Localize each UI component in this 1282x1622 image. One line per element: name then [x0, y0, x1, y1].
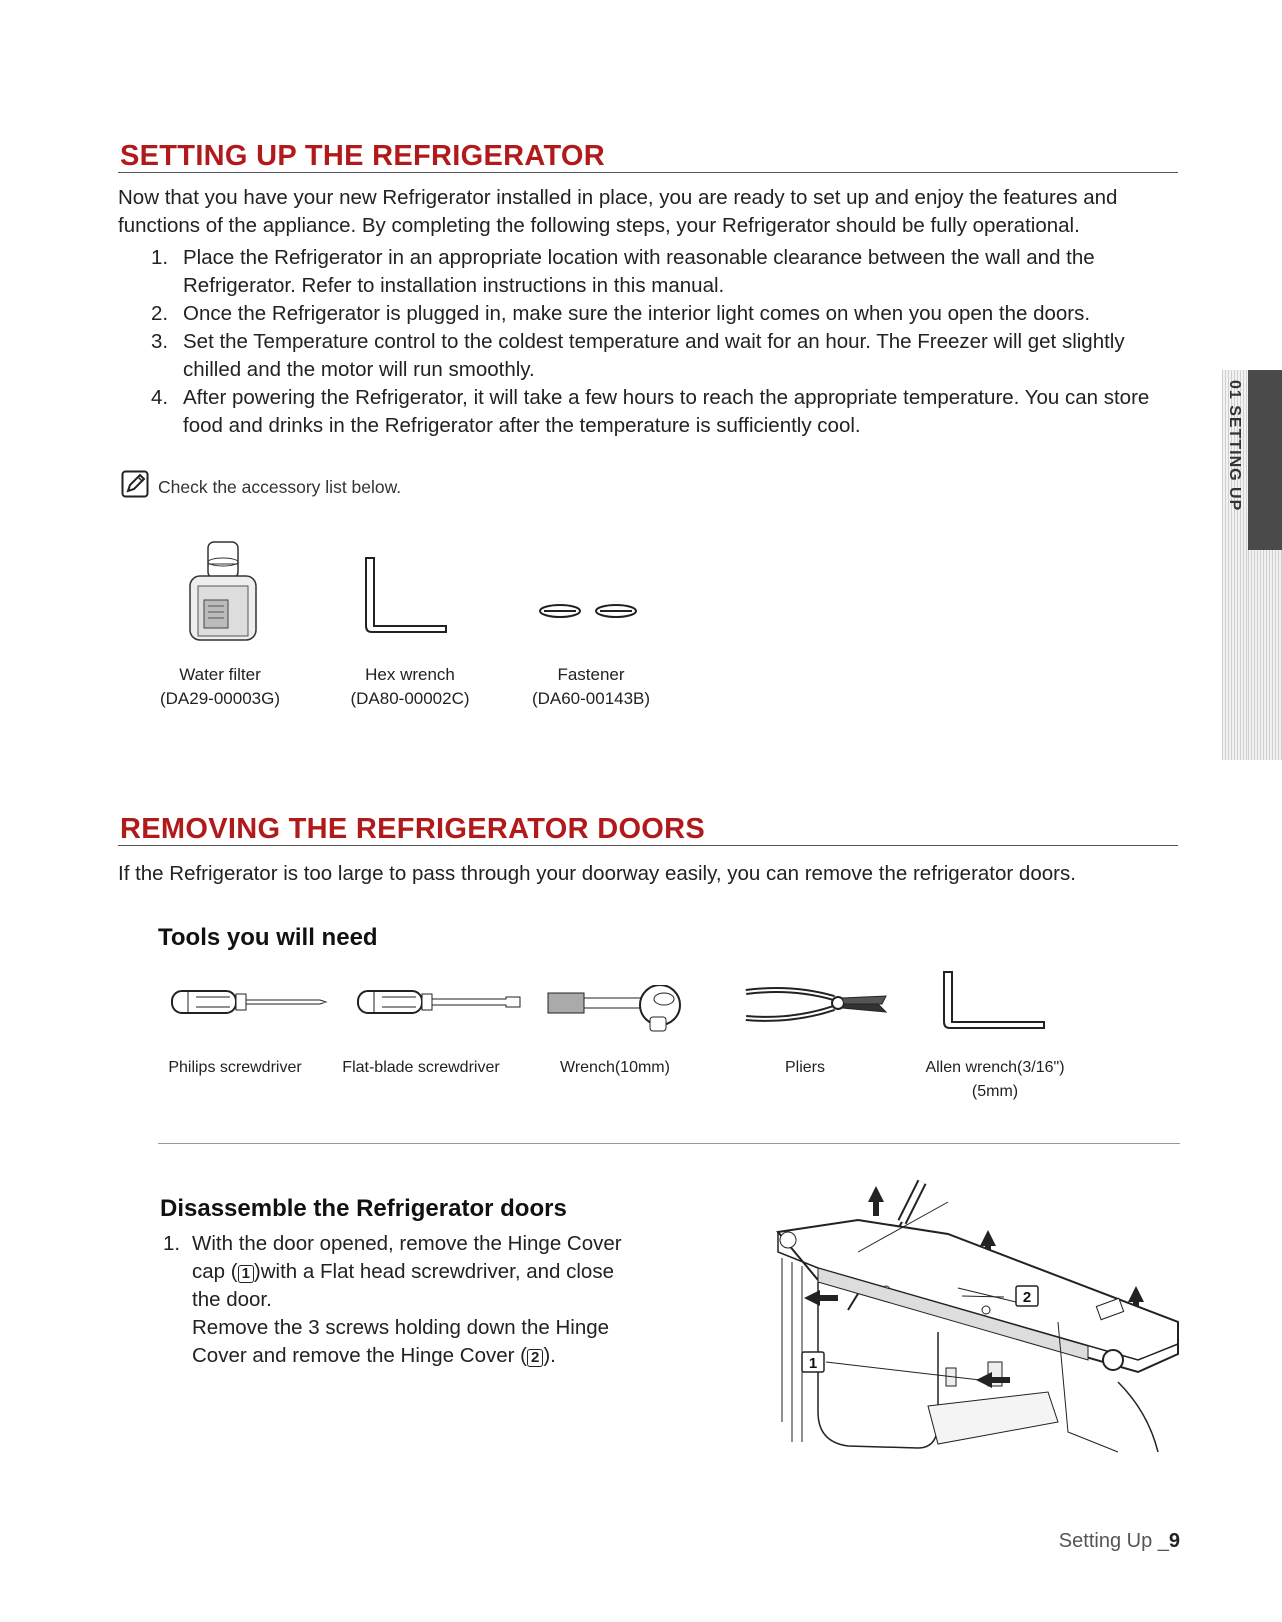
accessory-note: Check the accessory list below.: [158, 477, 402, 497]
left-arrow-icon: [804, 1290, 838, 1306]
doors-intro: If the Refrigerator is too large to pass through your doorway easily, you can remove the refrigerator doors.: [118, 862, 1076, 885]
setup-step: 3. Set the Temperature control to the coldest temperature and wait for an hour. The Freezer will get slightly chilled and the motor will run smoothly.: [151, 330, 1125, 381]
callout-ref-2: 2: [527, 1349, 543, 1367]
tools-heading: Tools you will need: [158, 924, 378, 951]
wrench-icon: [546, 985, 686, 1035]
disassemble-heading: Disassemble the Refrigerator doors: [160, 1195, 567, 1222]
philips-screwdriver-icon: [170, 985, 330, 1021]
tab-hatch-lower: [1248, 550, 1282, 760]
accessory-code: (DA80-00002C): [350, 689, 470, 708]
title-rule: [118, 845, 1178, 846]
disassemble-step-num: 1.: [163, 1232, 181, 1255]
section-title-removing-doors: REMOVING THE REFRIGERATOR DOORS: [120, 813, 706, 845]
footer-label: Setting Up _: [1058, 1530, 1169, 1552]
tab-active-marker: [1248, 370, 1282, 550]
callout-2-label: 2: [1022, 1289, 1032, 1306]
disassemble-step-text: With the door opened, remove the Hinge Cover cap ( 1 )with a Flat head screwdriver, and close the door. Remove the 3 screws holding down the Hinge Cover and remove the Hinge Cover ( 2 ).: [192, 1232, 622, 1367]
tool-label: Wrench(10mm): [560, 1059, 670, 1076]
page-number: 9: [1168, 1530, 1180, 1552]
setup-step: 4. After powering the Refrigerator, it will take a few hours to reach the appropriate temperature. You can store food and drinks in the Refrigerator after the temperature is sufficiently cool.: [151, 386, 1150, 437]
setup-step: 1. Place the Refrigerator in an appropriate location with reasonable clearance between the wall and the Refrigerator. Refer to installation instructions in this manual.: [151, 246, 1095, 297]
note-icon: [121, 470, 149, 498]
tool-label: Philips screwdriver: [168, 1059, 302, 1076]
setup-intro: Now that you have your new Refrigerator installed in place, you are ready to set up and enjoy the features and functions of the appliance. By completing the following steps, your Refrigerator should be fully operational.: [118, 186, 1118, 237]
callout-ref-1: 1: [238, 1265, 254, 1283]
accessory-code: (DA29-00003G): [159, 689, 280, 708]
chapter-side-tab: [1222, 370, 1282, 760]
accessory-code: (DA60-00143B): [531, 689, 651, 708]
setup-steps: [151, 244, 1181, 440]
callout-1-label: 1: [808, 1355, 818, 1372]
section-divider: [158, 1143, 1180, 1144]
tool-label-sub: (5mm): [971, 1083, 1019, 1100]
water-filter-icon: [180, 540, 266, 644]
tool-label: Flat-blade screwdriver: [342, 1059, 500, 1076]
title-rule: [118, 172, 1178, 173]
setup-step: 2. Once the Refrigerator is plugged in, make sure the interior light comes on when you open the doors.: [151, 302, 1091, 325]
accessory-name: Fastener: [557, 665, 625, 684]
section-title-setting-up: SETTING UP THE REFRIGERATOR: [120, 140, 606, 172]
pliers-icon: [742, 982, 892, 1028]
hex-wrench-icon: [360, 556, 450, 636]
tool-label: Allen wrench(3/16"): [925, 1059, 1065, 1076]
chapter-tab-label: 01 SETTING UP: [1226, 380, 1243, 512]
up-arrow-icon: [868, 1186, 884, 1216]
accessory-name: Water filter: [179, 665, 261, 684]
allen-wrench-icon: [940, 970, 1050, 1032]
hinge-cover-diagram: [758, 1172, 1186, 1472]
fastener-icon: [538, 600, 642, 622]
page-footer: [1059, 1530, 1180, 1553]
accessory-name: Hex wrench: [365, 665, 455, 684]
flat-blade-screwdriver-icon: [356, 985, 526, 1021]
tool-label: Pliers: [784, 1059, 825, 1076]
